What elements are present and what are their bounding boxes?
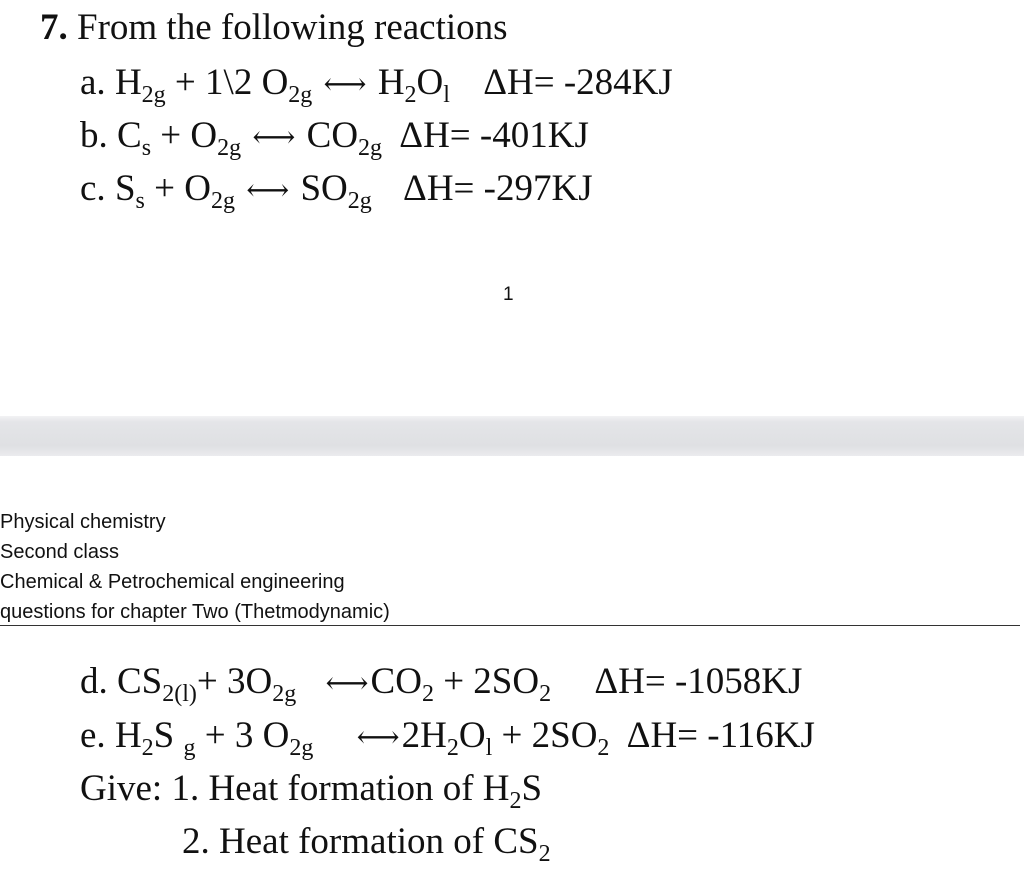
give-line-1	[80, 767, 543, 814]
reaction-enthalpy: ΔH= -297KJ	[403, 168, 593, 209]
reaction-label: b.	[80, 115, 108, 156]
reaction-enthalpy: ΔH= -284KJ	[483, 62, 673, 103]
reaction-enthalpy: ΔH= -401KJ	[399, 115, 589, 156]
page-number: 1	[503, 284, 514, 305]
give-line-2	[182, 820, 551, 867]
question-number: 7.	[40, 7, 68, 48]
give-item-1: 1. Heat formation of $H_2S$	[171, 768, 543, 814]
equilibrium-arrow-icon: ⟷	[325, 666, 369, 701]
equilibrium-arrow-icon: ⟷	[356, 720, 400, 755]
equilibrium-arrow-icon: ⟷	[246, 173, 290, 208]
header-divider	[0, 625, 1020, 626]
equilibrium-arrow-icon: ⟷	[323, 67, 367, 102]
header-class: Second class	[0, 541, 119, 563]
reaction-label: e.	[80, 715, 106, 756]
reaction-c: c. $S_s + O_{2g}$ ⟷ $SO_{2g}$ ΔH= -297KJ	[80, 168, 593, 214]
reaction-e: e. $H_2S$ $_g$ + 3 $O_{2g}$ $⟷2H_2O_l + 2SO_2$ ΔH= -116KJ	[80, 715, 815, 761]
give-label: Give:	[80, 768, 163, 809]
header-subject: Physical chemistry	[0, 511, 166, 533]
reaction-label: c.	[80, 168, 106, 209]
question-title: From the following reactions	[77, 7, 508, 48]
reaction-a: a. $H_{2g}$ + 1\2 $O_{2g}$ ⟷ $H_2O_l$ ΔH= -284KJ	[80, 62, 673, 108]
reaction-enthalpy: ΔH= -1058KJ	[594, 661, 803, 702]
header-department: Chemical & Petrochemical engineering	[0, 571, 345, 593]
give-item-2: 2. Heat formation of $CS_2$	[182, 821, 551, 867]
reaction-b: b. $C_s + O_{2g}$ ⟷ $CO_{2g}$ ΔH= -401KJ	[80, 115, 589, 161]
page-separator	[0, 416, 1024, 456]
question-heading	[40, 6, 508, 50]
equilibrium-arrow-icon: ⟷	[252, 120, 296, 155]
header-chapter: questions for chapter Two (Thetmodynamic)	[0, 601, 390, 623]
page-header	[0, 507, 390, 627]
reaction-label: d.	[80, 661, 108, 702]
reaction-d: d. $CS_{2(l)}+ 3O_{2g}$ $⟷CO_2 + 2SO_2$ ΔH= -1058KJ	[80, 661, 803, 707]
reaction-label: a.	[80, 62, 106, 103]
reaction-enthalpy: ΔH= -116KJ	[626, 715, 815, 756]
